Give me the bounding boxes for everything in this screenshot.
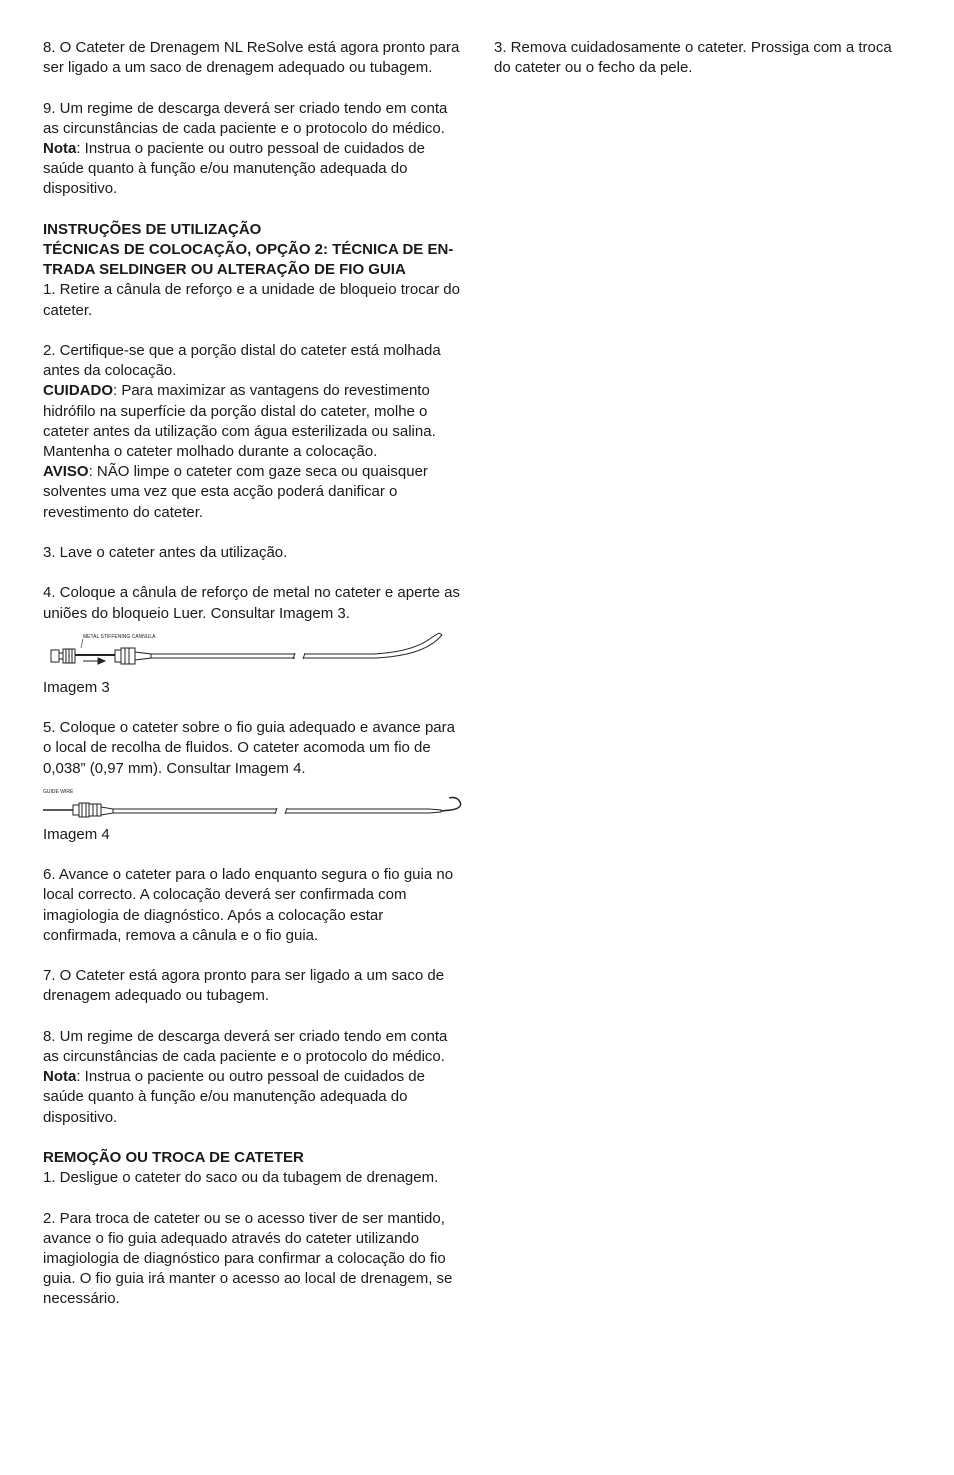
left-column	[43, 38, 461, 1310]
note-label: Nota	[43, 1068, 77, 1086]
note-text: : Instrua o paciente ou outro pessoal de cuidados de saúde quanto à função e/ou manutenção adequada do dispositivo.	[43, 140, 425, 198]
step-3-flush: 3. Lave o cateter antes da utilização.	[43, 544, 288, 562]
removal-step-1: 1. Desligue o cateter do saco ou da tubagem de drenagem.	[43, 1169, 439, 1187]
note-label: Nota	[43, 140, 77, 157]
figure-3-caption: Imagem 3	[43, 678, 110, 696]
step-2-wet-catheter: 2. Certifique-se que a porção distal do cateter está molhada antes da colocação.	[43, 342, 441, 380]
caution-text: : Para maximizar as vantagens do revestimento hidrófilo na superfície da porção distal do cateter, molhe o cateter antes da utilização com água esterilizada ou salina. Mantenha o cateter molhado durante a colocação.	[43, 382, 436, 461]
removal-step-3: 3. Remova cuidadosamente o cateter. Prossiga com a troca do cateter ou o fecho da pele.	[494, 39, 892, 77]
heading-removal: REMOÇÃO OU TROCA DE CATETER	[43, 1149, 304, 1166]
step-6-advance-catheter: 6. Avance o cateter para o lado enquanto segura o fio guia no local correcto. A colocação deverá ser confirmada com imagiologia de diagnóstico. Após a colocação estar confirmada, remova a cânula e o fio guia.	[43, 866, 454, 944]
caution-paragraph	[43, 381, 461, 462]
step-8-regime: 8. Um regime de descarga deverá ser criado tendo em conta as circunstâncias de cada paciente e o protocolo do médico.	[43, 1027, 448, 1065]
heading-instructions: INSTRUÇÕES DE UTILIZAÇÃO	[43, 220, 262, 238]
figure-3-label: METAL STIFFENING CANNULA	[83, 633, 156, 640]
removal-step-2: 2. Para troca de cateter ou se o acesso tiver de ser mantido, avance o fio guia adequado através do cateter utilizando imagiologia de diagnóstico para confirmar a colocação do fio guia. O fio guia irá manter o acesso ao local de drenagem, se necessário.	[43, 1209, 453, 1308]
step-5-guide-wire: 5. Coloque o cateter sobre o fio guia adequado e avance para o local de recolha de fluidos. O cateter acomoda um fio de 0,038” (0,97 mm). Consultar Imagem 4.	[43, 719, 455, 777]
paragraph-step-9-regime: 9. Um regime de descarga deverá ser criado tendo em conta as circunstâncias de cada paciente e o protocolo do médico.	[43, 99, 448, 137]
note-paragraph-2	[43, 1067, 461, 1128]
warning-label: AVISO	[43, 463, 89, 481]
step-7-ready: 7. O Cateter está agora pronto para ser ligado a um saco de drenagem adequado ou tubagem.	[43, 967, 445, 1005]
figure-4-label: GUIDE WIRE	[43, 788, 74, 795]
step-1-remove-cannula: 1. Retire a cânula de reforço e a unidade de bloqueio trocar do cateter.	[43, 281, 460, 319]
figure-3-catheter-with-cannula	[43, 630, 453, 674]
caution-label: CUIDADO	[43, 382, 113, 400]
figure-4-caption: Imagem 4	[43, 825, 110, 843]
warning-paragraph	[43, 462, 461, 523]
paragraph-step-8-ready: 8. O Cateter de Drenagem NL ReSolve está agora pronto para ser ligado a um saco de drenagem adequado ou tubagem.	[43, 39, 460, 77]
warning-text: : NÃO limpe o cateter com gaze seca ou quaisquer solventes uma vez que esta acção poderá danificar o revestimento do cateter.	[43, 463, 428, 521]
figure-4-catheter-on-guide-wire	[43, 785, 463, 821]
step-4-stiffening-cannula: 4. Coloque a cânula de reforço de metal no cateter e aperte as uniões do bloqueio Luer. Consultar Imagem 3.	[43, 584, 460, 622]
note-text: : Instrua o paciente ou outro pessoal de cuidados de saúde quanto à função e/ou manutenção adequada do dispositivo.	[43, 1068, 425, 1126]
heading-technique-line-2: TRADA SELDINGER OU ALTERAÇÃO DE FIO GUIA	[43, 261, 406, 279]
right-column	[494, 38, 912, 78]
heading-technique-line-1: TÉCNICAS DE COLOCAÇÃO, OPÇÃO 2: TÉCNICA DE EN-	[43, 241, 454, 258]
note-paragraph-1	[43, 139, 461, 200]
